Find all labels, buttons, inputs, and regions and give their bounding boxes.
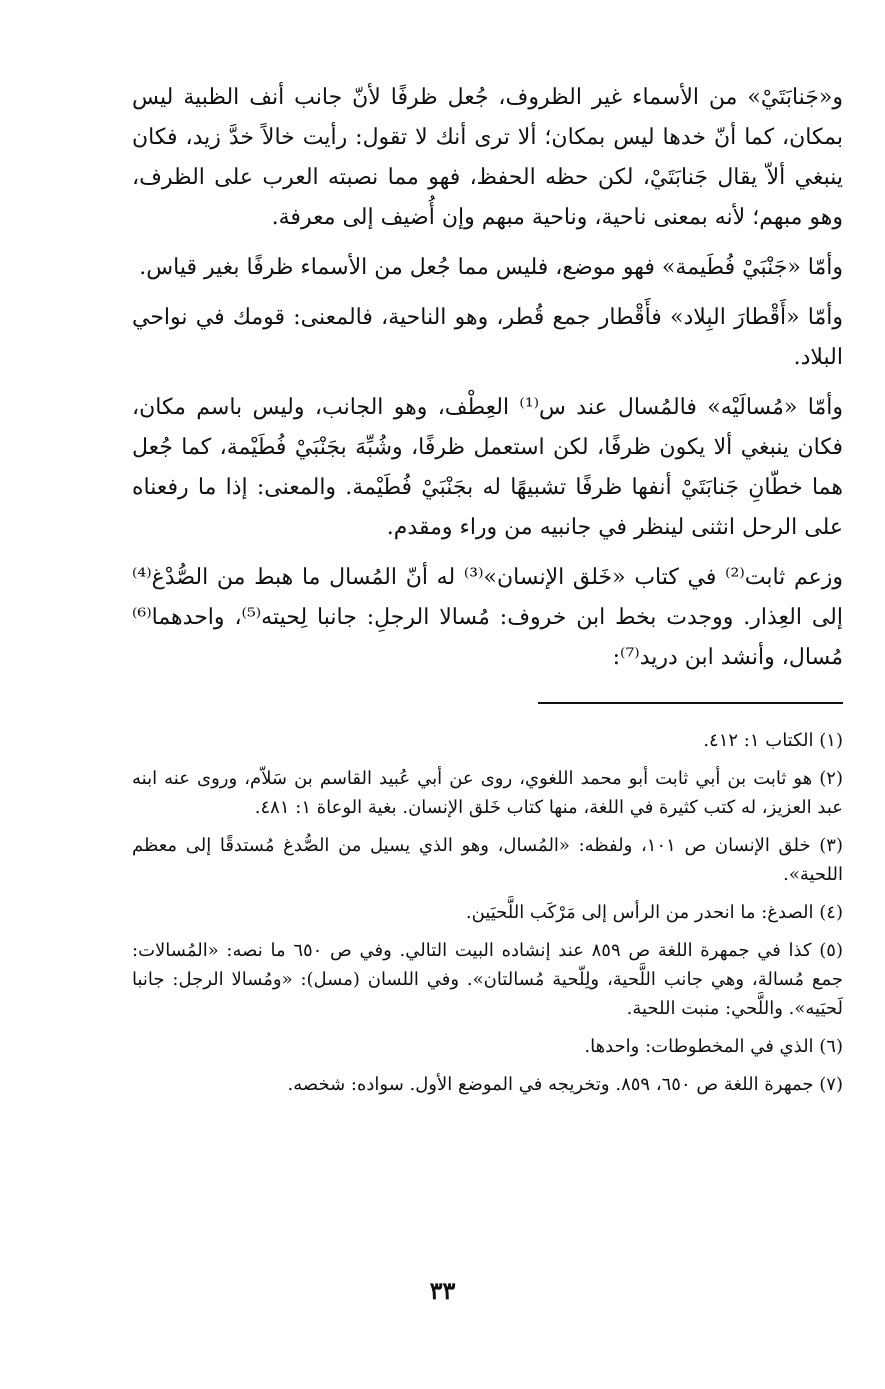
main-text [132,78,843,678]
footnote-2: (٢) هو ثابت بن أبي ثابت أبو محمد اللغوي، روى عن أبي عُبيد القاسم بن سَلاّم، وروى عنه ابنه عبد العزيز، له كتب كثيرة في اللغة، منها كتاب خَلق الإنسان. بغية الوعاة ١: ٤٨١. [132,768,843,818]
paragraph-1: و«جَنابَتَيْ» من الأسماء غير الظروف، جُعل ظرفًا لأنّ جانب أنف الظبية ليس بمكان، كما أنّ خدها ليس بمكان؛ ألا ترى أنك لا تقول: رأيت خالاً خدَّ زيد، فكان ينبغي ألاّ يقال جَنابَتَيْ، لكن حظه الحفظ، فهو مما نصبته العرب على الظرف، وهو مبهم؛ لأنه بمعنى ناحية، وناحية مبهم وإن أُضيف إلى معرفة. [132,85,843,230]
footnote-1: (١) الكتاب ١: ٤١٢. [703,730,843,751]
footnote-divider-wrap [132,702,843,704]
footnote-divider [538,702,843,704]
page-number: ٣٣ [429,1276,456,1305]
footnote-5: (٥) كذا في جمهرة اللغة ص ٨٥٩ عند إنشاده البيت التالي. وفي ص ٦٥٠ ما نصه: «المُسالات: جمع مُسالة، وهي جانب اللَّحية، ولِلّحية مُسالتان». وفي اللسان (مسل): «ومُسالا الرجل: جانبا لَحيَيه». واللَّحي: منبت اللحية. [132,940,843,1019]
paragraph-4: وأمّا «مُسالَيْه» فالمُسال عند س⁽¹⁾ العِطْف، وهو الجانب، وليس باسم مكان، فكان ينبغي ألا يكون ظرفًا، لكن استعمل ظرفًا، وشُبِّهَ بجَنْبَيْ فُطَيْمة، كما جُعل هما خطّانِ جَنابَتَيْ أنفها ظرفًا تشبيهًا له بجَنْبَيْ فُطَيْمة. والمعنى: إذا ما رفعناه على الرحل انثنى لينظر في جانبيه من وراء ومقدم. [132,395,843,540]
paragraph-5: وزعم ثابت⁽²⁾ في كتاب «خَلق الإنسان»⁽³⁾ له أنّ المُسال ما هبط من الصُّدْغ⁽⁴⁾ إلى العِذار. ووجدت بخط ابن خروف: مُسالا الرجلِ: جانبا لِحيته⁽⁵⁾، واحدهما⁽⁶⁾ مُسال، وأنشد ابن دريد⁽⁷⁾: [132,565,844,670]
footnote-7: (٧) جمهرة اللغة ص ٦٥٠، ٨٥٩. وتخريجه في الموضع الأول. سواده: شخصه. [287,1074,843,1095]
footnote-4: (٤) الصدغ: ما انحدر من الرأس إلى مَرْكَب اللَّحيَين. [465,902,843,923]
footnotes [132,726,843,1099]
paragraph-3: وأمّا «أَقْطارَ البِلاد» فأَقْطار جمع قُطر، وهو الناحية، فالمعنى: قومك في نواحي البلاد. [132,305,843,370]
paragraph-2: وأمّا «جَنْبَيْ فُطَيمة» فهو موضع، فليس مما جُعل من الأسماء ظرفًا بغير قياس. [139,255,843,280]
footnote-3: (٣) خلق الإنسان ص ١٠١، ولفظه: «المُسال، وهو الذي يسيل من الصُّدغ مُستدقًا إلى معظم اللحية». [132,835,843,885]
footnote-6: (٦) الذي في المخطوطات: واحدها. [584,1036,843,1057]
